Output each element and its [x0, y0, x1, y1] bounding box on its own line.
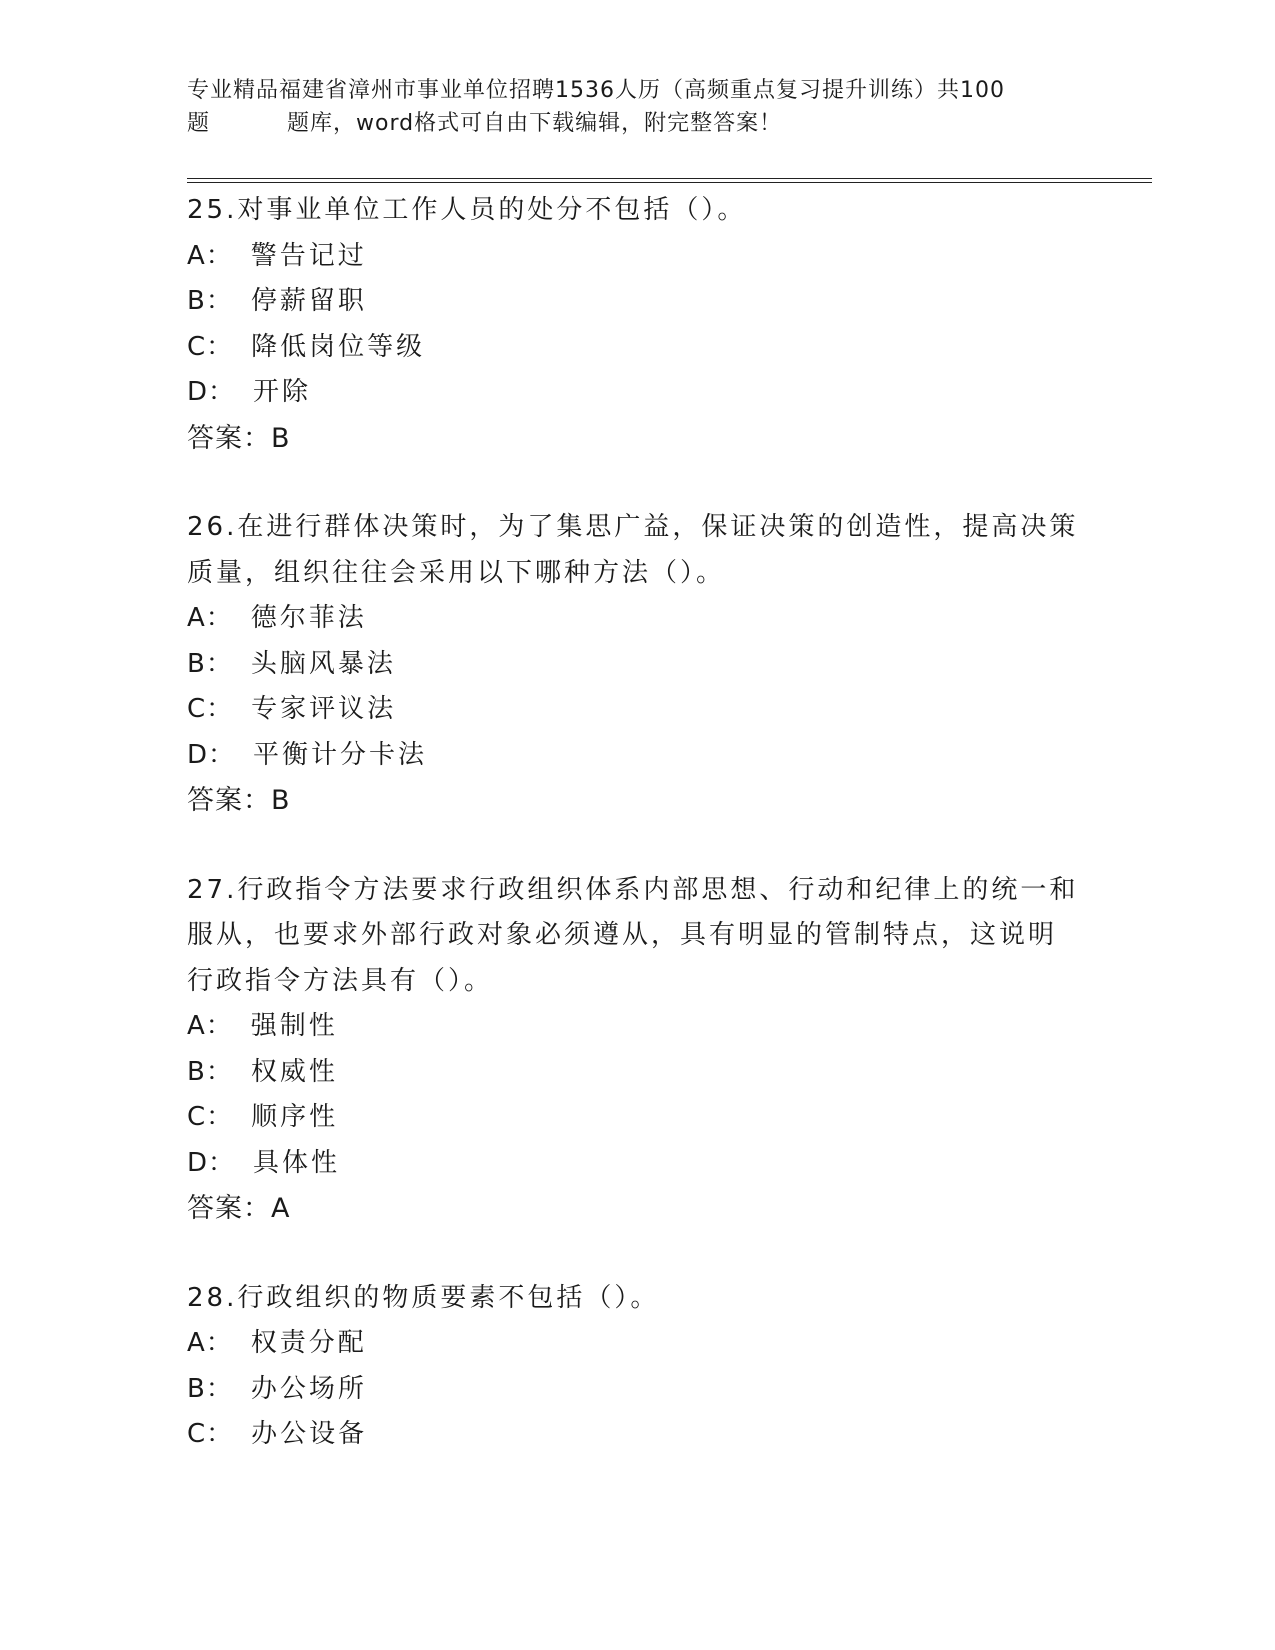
question-text: 行政指令方法具有（）。 [187, 965, 494, 996]
option-text: 警告记过 [250, 240, 367, 271]
option-text: 专家评议法 [251, 694, 397, 724]
option-key: D： [187, 1147, 236, 1178]
question-text: 25.对事业单位工作人员的处分不包括（）。 [187, 195, 747, 225]
question-item [187, 1276, 1087, 1458]
question-item [187, 868, 1087, 1232]
question-text: 27.行政指令方法要求行政组织体系内部思想、行动和纪律上的统一和 [187, 874, 1079, 905]
question-text: 28.行政组织的物质要素不包括（）。 [187, 1282, 660, 1313]
question-list [187, 188, 1087, 1502]
question-text: 26.在进行群体决策时，为了集思广益，保证决策的创造性，提高决策 [187, 512, 1079, 542]
option-a [187, 1004, 1087, 1050]
document-header [187, 74, 1067, 140]
header-divider-top [187, 178, 1152, 179]
option-key: A： [187, 1328, 233, 1358]
option-key: B： [187, 1373, 233, 1404]
option-text: 强制性 [250, 1011, 338, 1041]
answer-line: 答案：A [187, 1193, 291, 1224]
option-b [187, 279, 1087, 325]
header-title-line-1: 专业精品福建省漳州市事业单位招聘1536人历（高频重点复习提升训练）共100 [187, 78, 1005, 103]
header-title-fragment: 题 [187, 111, 211, 136]
option-c [187, 687, 1087, 733]
option-d [187, 370, 1087, 416]
header-divider-bottom [187, 182, 1152, 183]
option-a [187, 234, 1087, 280]
option-key: A： [187, 603, 233, 633]
option-text: 开除 [253, 377, 312, 407]
option-key: B： [187, 1056, 233, 1087]
option-key: A： [187, 1011, 233, 1041]
option-text: 权威性 [250, 1056, 338, 1087]
option-d [187, 1141, 1087, 1187]
option-a [187, 1321, 1087, 1367]
option-text: 平衡计分卡法 [253, 739, 428, 770]
option-text: 停薪留职 [250, 286, 367, 316]
option-key: B： [187, 648, 233, 679]
question-text: 质量，组织往往会采用以下哪种方法（）。 [187, 557, 726, 588]
option-c [187, 1412, 1087, 1458]
option-key: B： [187, 286, 233, 316]
option-key: D： [187, 377, 236, 407]
option-c [187, 325, 1087, 371]
answer-line: 答案：B [187, 785, 291, 816]
option-text: 德尔菲法 [250, 603, 367, 633]
option-text: 顺序性 [251, 1102, 339, 1132]
option-text: 权责分配 [250, 1328, 367, 1358]
question-item [187, 188, 1087, 461]
option-text: 办公场所 [250, 1373, 367, 1404]
question-text: 服从，也要求外部行政对象必须遵从，具有明显的管制特点，这说明 [187, 920, 1058, 950]
header-title-line-2 [187, 107, 1067, 140]
answer-line: 答案：B [187, 422, 291, 454]
option-key: C： [187, 1419, 234, 1449]
option-key: C： [187, 331, 234, 362]
option-key: D： [187, 739, 236, 770]
option-text: 办公设备 [251, 1419, 368, 1449]
option-d [187, 733, 1087, 779]
option-text: 降低岗位等级 [251, 331, 426, 362]
option-b [187, 642, 1087, 688]
option-key: C： [187, 694, 234, 724]
option-b [187, 1367, 1087, 1413]
header-subtitle: 题库，word格式可自由下载编辑，附完整答案！ [287, 111, 783, 136]
option-key: A： [187, 240, 233, 271]
option-c [187, 1095, 1087, 1141]
option-a [187, 596, 1087, 642]
question-item [187, 505, 1087, 824]
option-text: 头脑风暴法 [250, 648, 396, 679]
option-key: C： [187, 1102, 234, 1132]
option-text: 具体性 [253, 1147, 341, 1178]
option-b [187, 1050, 1087, 1096]
